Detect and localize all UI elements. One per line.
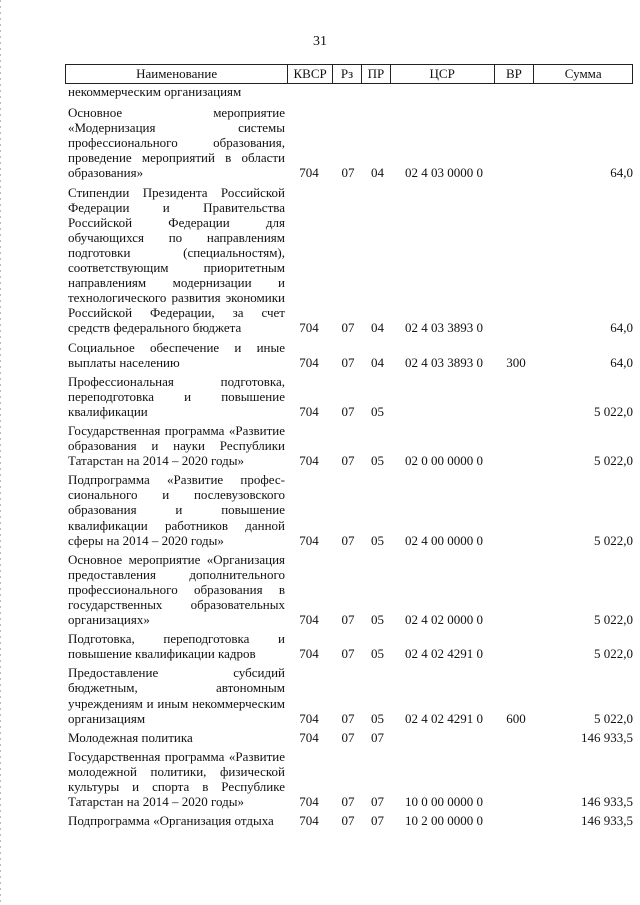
row-pr: 05	[371, 403, 384, 419]
row-kvsr	[285, 84, 333, 99]
row-kvsr: 704	[299, 354, 319, 370]
table-row	[65, 665, 633, 725]
table-row	[65, 374, 633, 419]
row-sum: 146 933,5	[581, 813, 633, 829]
row-vr	[496, 374, 536, 419]
row-sum: 146 933,5	[581, 729, 633, 745]
row-rz: 07	[341, 813, 355, 829]
row-sum: 5 022,0	[594, 646, 633, 662]
table-row	[65, 631, 633, 661]
row-rz: 07	[341, 612, 355, 628]
row-vr: 600	[506, 710, 526, 726]
row-sum: 5 022,0	[594, 453, 633, 469]
row-vr	[496, 105, 536, 180]
row-rz: 07	[341, 403, 355, 419]
row-rz: 07	[341, 453, 355, 469]
row-kvsr: 704	[299, 453, 319, 469]
row-rz: 07	[341, 710, 355, 726]
row-name: Подпрограмма «Организация отдыха	[68, 813, 274, 829]
row-pr: 04	[371, 354, 384, 370]
row-name: Основное мероприятие «Модернизация системы профессионального образования, проведение мероприятий в области образования»	[68, 105, 285, 181]
row-csr: 02 4 03 3893 0	[405, 320, 483, 336]
row-rz: 07	[341, 646, 355, 662]
row-pr: 05	[371, 453, 384, 469]
row-csr	[392, 84, 496, 99]
row-pr: 05	[371, 710, 384, 726]
row-kvsr: 704	[299, 320, 319, 336]
row-kvsr: 704	[299, 403, 319, 419]
row-name: Государственная программа «Развитие молодежной политики, физической культуры и спорта в Республике Татарстан на 2014 – 2020 годы»	[68, 748, 285, 810]
row-name: Предоставление субсидий бюджетным, автономным учреждениям и иным некоммерческим организациям	[68, 665, 285, 726]
header-rz: Рз	[333, 65, 362, 83]
row-sum: 5 022,0	[594, 403, 633, 419]
row-vr	[496, 84, 536, 99]
row-csr: 02 4 03 3893 0	[405, 354, 483, 370]
row-csr: 02 4 02 4291 0	[405, 710, 483, 726]
row-rz: 07	[341, 165, 355, 181]
row-kvsr: 704	[299, 710, 319, 726]
row-name: Государственная программа «Развитие образования и науки Республики Татарстан на 2014 – 2020 годы»	[68, 422, 285, 469]
table-header	[65, 64, 633, 84]
row-csr: 02 4 02 4291 0	[405, 646, 483, 662]
row-kvsr: 704	[299, 612, 319, 628]
row-kvsr: 704	[299, 794, 319, 810]
row-vr	[496, 552, 536, 627]
table-row	[65, 185, 633, 336]
row-kvsr: 704	[299, 646, 319, 662]
row-name: Подпрограмма «Развитие профес-сионального и послевузовского образования и повышение квалификации работников данной сферы на 2014 – 2020 годы»	[68, 472, 285, 548]
row-pr: 05	[371, 532, 384, 548]
row-vr	[496, 185, 536, 336]
header-kvsr: КВСР	[288, 65, 333, 83]
row-rz: 07	[341, 532, 355, 548]
row-csr: 10 0 00 0000 0	[405, 794, 483, 810]
row-name: Молодежная политика	[68, 729, 193, 745]
table-row	[65, 552, 633, 627]
row-kvsr: 704	[299, 532, 319, 548]
row-sum: 64,0	[610, 320, 633, 336]
row-rz: 07	[341, 354, 355, 370]
row-vr	[496, 423, 536, 468]
header-sum: Сумма	[564, 66, 602, 81]
table-row	[65, 472, 633, 547]
row-csr: 02 4 02 0000 0	[405, 612, 483, 628]
table-row	[65, 84, 633, 99]
header-pr: ПР	[362, 65, 391, 83]
row-rz	[333, 84, 363, 99]
row-name: Стипендии Президента Российской Федерации и Правительства Российской Федерации для обучающихся по направлениям подготовки (специальностям), соответствующим приоритетным направлениям модернизации и технологического развития экономики Российской Федерации, за счет средств федерального бюджета	[68, 184, 285, 336]
row-name: Профессиональная подготовка, переподготовка и повышение квалификации	[68, 373, 285, 419]
row-name: Социальное обеспечение и иные выплаты населению	[68, 339, 285, 370]
page-number: 31	[313, 34, 327, 49]
row-csr: 02 4 03 0000 0	[405, 165, 483, 181]
row-kvsr: 704	[299, 165, 319, 181]
table-row	[65, 105, 633, 180]
row-vr: 300	[506, 354, 526, 370]
row-csr: 02 0 00 0000 0	[405, 453, 483, 469]
row-pr: 05	[371, 612, 384, 628]
row-kvsr: 704	[299, 729, 319, 745]
row-pr: 07	[371, 813, 384, 829]
table-row	[65, 730, 633, 745]
row-name: Основное мероприятие «Организация предоставления дополнительного профессионального образования в государственных образовательных организациях»	[68, 551, 285, 628]
row-name: Подготовка, переподготовка и повышение квалификации кадров	[68, 631, 285, 662]
row-rz: 07	[341, 729, 355, 745]
header-csr: ЦСР	[391, 65, 495, 83]
row-vr	[496, 730, 536, 745]
row-name: некоммерческим организациям	[68, 84, 242, 99]
table-row	[65, 423, 633, 468]
row-sum	[536, 84, 633, 99]
table-row	[65, 813, 633, 828]
row-pr: 04	[371, 320, 384, 336]
table-body	[65, 84, 633, 832]
row-sum: 5 022,0	[594, 612, 633, 628]
row-rz: 07	[341, 320, 355, 336]
row-pr	[363, 84, 392, 99]
row-csr: 10 2 00 0000 0	[405, 813, 483, 829]
row-pr: 04	[371, 165, 384, 181]
row-kvsr: 704	[299, 813, 319, 829]
row-vr	[496, 631, 536, 661]
table-row	[65, 749, 633, 809]
header-name: Наименование	[66, 65, 288, 83]
table-row	[65, 340, 633, 370]
row-vr	[496, 749, 536, 809]
row-sum: 5 022,0	[594, 532, 633, 548]
row-csr	[392, 730, 496, 745]
row-vr	[496, 813, 536, 828]
row-csr	[392, 374, 496, 419]
row-vr	[496, 472, 536, 547]
scan-edge	[0, 0, 1, 905]
row-sum: 64,0	[610, 354, 633, 370]
header-vr: ВР	[495, 65, 535, 83]
row-sum: 5 022,0	[594, 710, 633, 726]
row-pr: 07	[371, 729, 384, 745]
row-pr: 05	[371, 646, 384, 662]
row-csr: 02 4 00 0000 0	[405, 532, 483, 548]
row-pr: 07	[371, 794, 384, 810]
row-sum: 146 933,5	[581, 794, 633, 810]
row-sum: 64,0	[610, 165, 633, 181]
row-rz: 07	[341, 794, 355, 810]
